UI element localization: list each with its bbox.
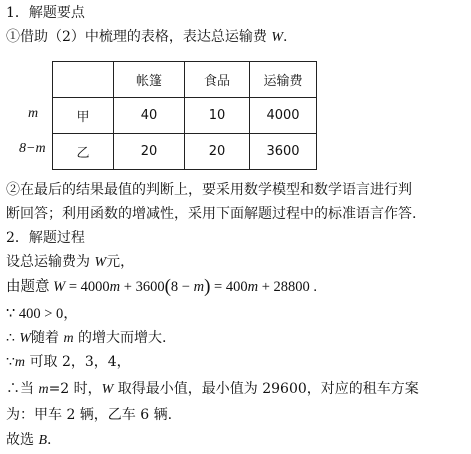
- table-header-row: [53, 62, 317, 98]
- heading-solution: 2．解题过程: [6, 230, 85, 246]
- table-cell: 20: [185, 134, 250, 170]
- var-w: W: [101, 382, 114, 397]
- solution-text: 可取 2，3，4，: [25, 354, 131, 370]
- solution-text: 元，: [106, 254, 135, 270]
- formula-part: = 400: [210, 279, 248, 295]
- var-b: B: [38, 433, 48, 448]
- solution-line-7: 为：甲车 2 辆，乙车 6 辆.: [6, 407, 173, 423]
- row-label-yi: [19, 141, 46, 157]
- point-two-line-2: 断回答；利用函数的增减性，采用下面解题过程中的标准语言作答.: [6, 206, 417, 222]
- formula-part: + 3600: [120, 279, 165, 295]
- table-header-cell: [53, 62, 114, 98]
- solution-line-1: [6, 252, 134, 273]
- solution-text: ∴: [6, 330, 20, 346]
- solution-line-2: [6, 276, 317, 297]
- var-w: W: [94, 255, 107, 270]
- var-w: W: [53, 279, 66, 295]
- var-m: m: [247, 279, 259, 295]
- solution-text: 的增大而增大.: [73, 330, 167, 346]
- table-cell: 20: [114, 134, 185, 170]
- table-header-cell: 食品: [185, 62, 250, 98]
- table-header-cell: 帐篷: [114, 62, 185, 98]
- table-cell: 10: [185, 98, 250, 134]
- var-m: m: [63, 331, 74, 346]
- solution-text: =2 时，: [48, 381, 102, 397]
- solution-line-3: ∵ 400 > 0，: [6, 306, 78, 322]
- table-row: [53, 134, 317, 170]
- table-cell: 3600: [250, 134, 317, 170]
- paren-close: ): [204, 276, 211, 297]
- point-one-text: ①借助（2）中梳理的表格，表达总运输费: [6, 29, 267, 45]
- solution-text: .: [47, 432, 52, 448]
- solution-line-6: [6, 379, 419, 400]
- point-one-var: W: [271, 30, 284, 45]
- solution-line-8: [6, 430, 51, 451]
- solution-text: 随着: [31, 330, 64, 346]
- point-two-line-1: ②在最后的结果最值的判断上，要采用数学模型和数学语言进行判: [6, 182, 412, 198]
- solution-text: 取得最小值，最小值为 29600，对应的租车方案: [113, 381, 419, 397]
- solution-text: 故选: [6, 432, 39, 448]
- solution-text: ∵: [6, 354, 15, 370]
- table-cell: 甲: [53, 98, 114, 134]
- table-header-cell: 运输费: [250, 62, 317, 98]
- solution-line-4: [6, 328, 167, 349]
- table-cell: 乙: [53, 134, 114, 170]
- formula-part: = 4000: [65, 279, 110, 295]
- row-label-yi-text: 8−m: [19, 141, 46, 156]
- var-m: m: [109, 279, 121, 295]
- solution-text: 设总运输费为: [6, 254, 90, 270]
- var-m: m: [193, 279, 205, 295]
- row-label-jia: m: [28, 106, 39, 121]
- var-m: m: [38, 382, 49, 397]
- var-w: W: [19, 331, 32, 346]
- formula-part: 8 −: [170, 279, 194, 295]
- point-one-suffix: .: [283, 29, 288, 45]
- formula-part: + 28800 .: [258, 279, 318, 295]
- paren-open: (: [164, 276, 171, 297]
- solution-text: 由题意: [6, 279, 50, 295]
- heading-key-points: 1．解题要点: [6, 5, 85, 21]
- table-row: [53, 98, 317, 134]
- var-m: m: [14, 355, 26, 370]
- solution-line-5: [6, 352, 131, 373]
- table-cell: 4000: [250, 98, 317, 134]
- point-one: [6, 27, 287, 48]
- solution-text: ∴当: [6, 381, 39, 397]
- transport-table: [52, 61, 317, 170]
- table-cell: 40: [114, 98, 185, 134]
